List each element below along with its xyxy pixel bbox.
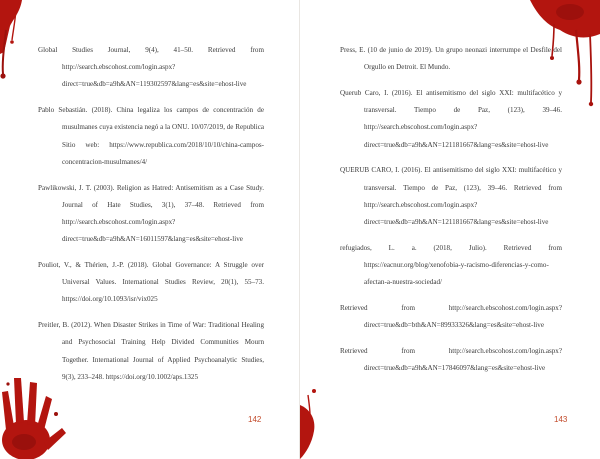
reference-entry: Retrieved from http://search.ebscohost.com/login.aspx?direct=true&db=a9h&AN=17846097&lang=es&site=ehost-live: [340, 347, 562, 373]
reference-entry: Pawlikowski, J. T. (2003). Religion as Hatred: Antisemitism as a Case Study. Journal of Hate Studies, 3(1), 37–48. Retrieved from http://search.ebscohost.com/login.aspx?direct=true&db=a9h&AN=16011597&lang=es&site=ehost-live: [38, 183, 264, 244]
reference-entry: Querub Caro, I. (2016). El antisemitismo del siglo XXI: multifacético y transversal. Tiempo de Paz, (123), 39–46. http://search.ebscohost.com/login.aspx?direct=true&db=a9h&AN=121181667&lang=es&site=ehost-live: [340, 89, 562, 149]
reference-entry: Global Studies Journal, 9(4), 41–50. Retrieved from http://search.ebscohost.com/login.aspx?direct=true&db=a9h&AN=119302597&lang=es&site=ehost-live: [38, 46, 264, 89]
reference-entry: refugiados, L. a. (2018, Julio). Retrieved from https://eacnur.org/blog/xenofobia-y-racismo-diferencias-y-como-afectan-a-nuestra-sociedad/: [340, 243, 562, 287]
reference-entry: Retrieved from http://search.ebscohost.com/login.aspx?direct=true&db=bth&AN=89933326&lang=es&site=ehost-live: [340, 304, 562, 330]
reference-list: [340, 42, 562, 386]
page-number: 142: [248, 415, 262, 424]
reference-entry: Preitler, B. (2012). When Disaster Strikes in Time of War: Traditional Healing and Psychosocial Training Help Divided Communities Mourn Together. International Journal of Applied Psychoanalytic Studies, 9(3), 233–248. https://doi.org/10.1002/aps.1325: [38, 321, 264, 381]
blood-splatter-bottom-left: [300, 385, 340, 459]
right-page: [300, 0, 600, 459]
reference-entry: Pouliot, V., & Thérien, J.-P. (2018). Global Governance: A Struggle over Universal Values. International Studies Review, 20(1), 55–73. https://doi.org/10.1093/isr/vix025: [38, 261, 264, 304]
reference-entry: Press, E. (10 de junio de 2019). Un grupo neonazi interrumpe el Desfile del Orgullo en Detroit. El Mundo.: [340, 46, 562, 72]
reference-list: [38, 42, 264, 395]
reference-entry: QUERUB CARO, I. (2016). El antisemitismo del siglo XXI: multifacético y transversal. Tiempo de Paz, (123), 39–46. Retrieved from http://search.ebscohost.com/login.aspx?direct=true&db=a9h&AN=121181667&lang=es&site=ehost-live: [340, 166, 562, 227]
reference-entry: Pablo Sebastián. (2018). China legaliza los campos de concentración de musulmanes cuya existencia negó a la ONU. 10/07/2019, de Republica Sitio web: https://www.republica.com/2018/10/10/china-campos-concentracion-musulmanes/4/: [38, 106, 264, 166]
page-number: 143: [554, 415, 568, 424]
